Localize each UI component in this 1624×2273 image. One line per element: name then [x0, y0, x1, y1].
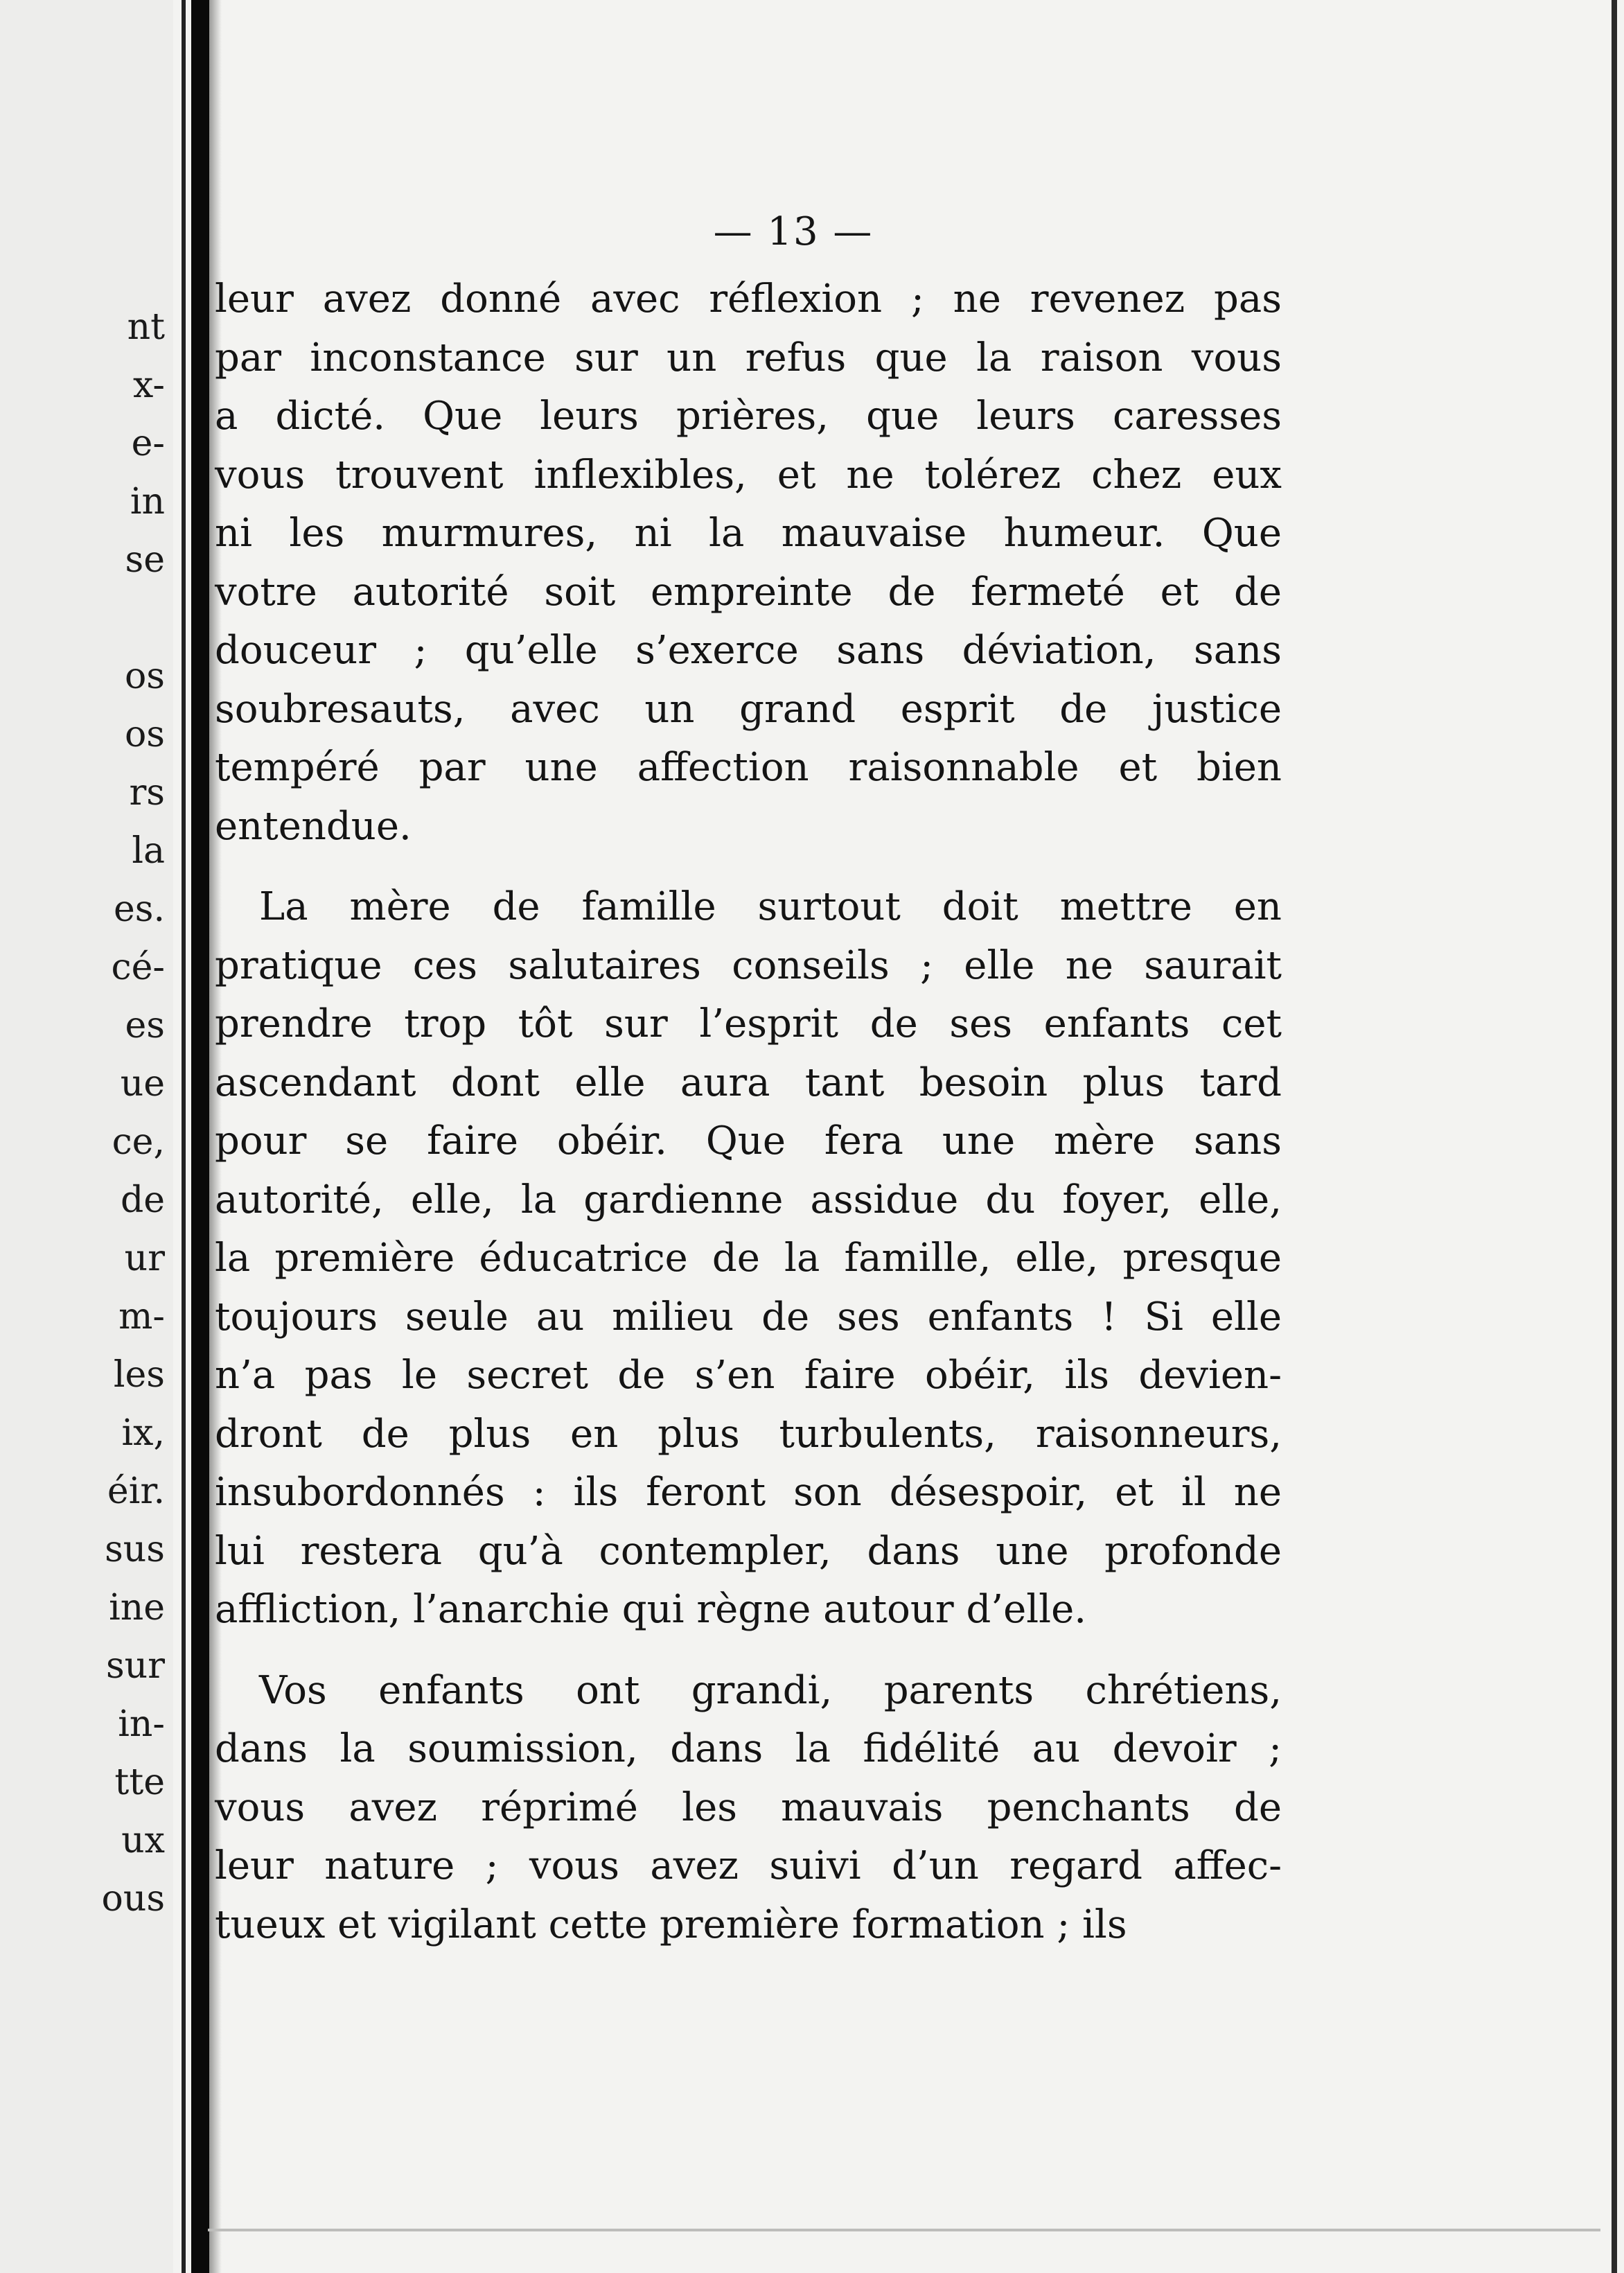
text-line: affliction, l’anarchie qui règne autour d’elle.: [215, 1587, 1087, 1632]
facing-page-fragment: ine: [109, 1587, 165, 1629]
paragraph: [215, 878, 1282, 1640]
facing-page-text-fragments: [0, 298, 173, 1928]
facing-page-fragment: os: [125, 714, 165, 755]
text-line: vous trouvent inflexibles, et ne tolérez chez eux: [215, 452, 1282, 498]
facing-page-fragment: ous: [101, 1878, 165, 1920]
text-line: ascendant dont elle aura tant besoin plus tard: [215, 1060, 1282, 1105]
text-line: leur avez donné avec réflexion ; ne revenez pas: [215, 277, 1282, 322]
binding-gutter: [191, 0, 209, 2273]
text-line: prendre trop tôt sur l’esprit de ses enfants cet: [215, 1001, 1282, 1046]
text-line: soubresauts, avec un grand esprit de justice: [215, 686, 1282, 732]
text-line: vous avez réprimé les mauvais penchants de: [215, 1784, 1282, 1830]
text-line: La mère de famille surtout doit mettre en: [259, 884, 1282, 929]
text-line: a dicté. Que leurs prières, que leurs caresses: [215, 394, 1282, 439]
facing-page-fragment: ix,: [121, 1412, 165, 1454]
book-page: [215, 208, 1282, 1954]
text-line: votre autorité soit empreinte de fermeté et de: [215, 569, 1282, 615]
text-line: dront de plus en plus turbulents, raisonneurs,: [215, 1411, 1282, 1457]
text-line: autorité, elle, la gardienne assidue du foyer, elle,: [215, 1177, 1282, 1222]
facing-page-fragment: e-: [131, 423, 165, 464]
facing-page-fragment: es: [125, 1005, 165, 1046]
text-line: toujours seule au milieu de ses enfants ! Si elle: [215, 1294, 1282, 1340]
text-line: lui restera qu’à contempler, dans une profonde: [215, 1528, 1282, 1574]
text-line: Vos enfants ont grandi, parents chrétiens,: [259, 1667, 1282, 1713]
facing-page-fragment: de: [120, 1179, 165, 1221]
text-line: tempéré par une affection raisonnable et bien: [215, 745, 1282, 790]
facing-page-fragment: in: [130, 481, 165, 523]
paragraph: [215, 270, 1282, 856]
text-line: leur nature ; vous avez suivi d’un regard affec-: [215, 1843, 1282, 1888]
facing-page-strip: [0, 0, 173, 2273]
facing-page-fragment: rs: [129, 772, 165, 814]
paragraph-gap: [215, 1640, 1282, 1662]
binding-line: [182, 0, 186, 2273]
facing-page-fragment: es.: [114, 888, 165, 930]
paragraph-gap: [215, 856, 1282, 878]
text-line: par inconstance sur un refus que la raison vous: [215, 335, 1282, 380]
page-number: — 13 —: [713, 209, 874, 254]
text-line: ni les murmures, ni la mauvaise humeur. Que: [215, 511, 1282, 556]
facing-page-fragment: la: [132, 830, 165, 872]
facing-page-fragment: ux: [121, 1820, 165, 1861]
text-line: n’a pas le secret de s’en faire obéir, ils devien-: [215, 1353, 1282, 1398]
facing-page-fragment: cé-: [111, 947, 165, 988]
facing-page-fragment: x-: [133, 365, 165, 406]
facing-page-fragment: ur: [124, 1238, 165, 1279]
text-line: pour se faire obéir. Que fera une mère sans: [215, 1118, 1282, 1164]
text-line: la première éducatrice de la famille, elle, presque: [215, 1236, 1282, 1281]
text-line: tueux et vigilant cette première formation ; ils: [215, 1902, 1127, 1947]
facing-page-fragment: ue: [120, 1063, 165, 1105]
paragraph: [215, 1662, 1282, 1955]
facing-page-fragment: se: [125, 539, 165, 581]
text-line: entendue.: [215, 803, 412, 849]
facing-page-fragment: sus: [105, 1529, 165, 1570]
facing-page-fragment: [0, 589, 173, 647]
facing-page-fragment: tte: [114, 1762, 165, 1803]
page-bottom-edge: [208, 2229, 1600, 2231]
facing-page-fragment: m-: [118, 1296, 165, 1337]
page-right-border: [1612, 0, 1617, 2273]
facing-page-fragment: les: [113, 1354, 165, 1396]
page-body-text: [215, 270, 1282, 1954]
facing-page-fragment: sur: [105, 1645, 165, 1687]
text-line: insubordonnés : ils feront son désespoir, et il ne: [215, 1470, 1282, 1515]
facing-page-fragment: os: [125, 656, 165, 697]
text-line: pratique ces salutaires conseils ; elle ne saurait: [215, 942, 1282, 988]
facing-page-fragment: in-: [118, 1703, 165, 1745]
facing-page-fragment: ce,: [112, 1121, 165, 1163]
facing-page-fragment: éir.: [107, 1471, 165, 1512]
facing-page-fragment: nt: [127, 306, 165, 348]
text-line: douceur ; qu’elle s’exerce sans déviation, sans: [215, 628, 1282, 673]
text-line: dans la soumission, dans la fidélité au devoir ;: [215, 1726, 1282, 1771]
